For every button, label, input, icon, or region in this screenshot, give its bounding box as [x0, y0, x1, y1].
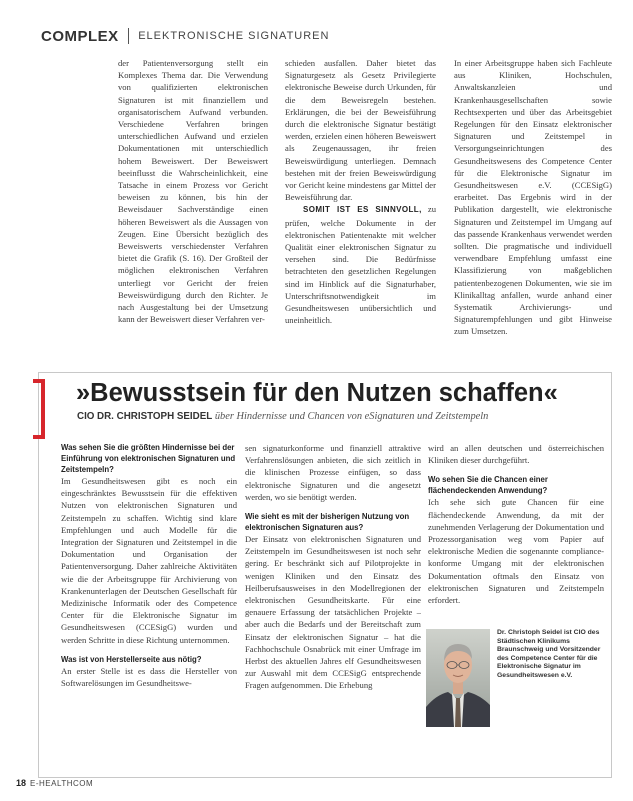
article-column-1: [118, 57, 268, 357]
interview-question: Wie sieht es mit der bisherigen Nutzung von elektronischen Signaturen aus?: [245, 512, 410, 533]
interview-answer: An erster Stelle ist es dass die Hersteller von Softwarelösungen im Gesundheitswe-: [61, 665, 237, 689]
article-paragraph: schieden ausfallen. Daher bietet das Signaturgesetz als Gesetz Privilegierte elektronische Beweise durch Urkunden, für die dem Beweisregeln bestehen. Erklärungen, die bei der Beweisführung durch die elektronische Signatur bestätigt werden, erzielen einen höheren Beweiswert als Zeugenaussagen, ihr freien Beweiswürdigung unterliegen. Demnach bestehen mit der freien Beweiswürdigung vor Gericht keine mindestens gar Mittel der Beweisführung dar.: [285, 58, 436, 203]
section-header: [41, 24, 329, 48]
article-paragraph: SOMIT IST ES SINNVOLL, zu prüfen, welche Dokumente in der elektronischen Patientenakte mit welcher Qualität einer elektronischen Signatur zu versehen sind. Die Bedürfnisse betrachteten den gesetzlichen Regelungen sind im Hinblick auf die Signaturhaber, Unterschriftsnotwendigkeit im Gesundheitswesen unübersichtlich und uneinheitlich.: [285, 204, 436, 326]
article-column-3: [454, 57, 612, 357]
magazine-name: E-HEALTHCOM: [30, 779, 94, 788]
header-divider: [128, 28, 130, 44]
interview-column-1: [61, 442, 237, 774]
article-column-2: [285, 57, 436, 357]
interview-answer: Der Einsatz von elektronischen Signaturen und Zeitstempeln im Gesundheitswesen ist noch sehr gering. Er beschränkt sich auf Pilotprojekte in wenigen Kliniken und den Einsatz des Heilberufsausweises in den Modellregionen der elektronischen Gesundheitskarte. Für eine genauere Erfassung der tatsächlichen Projekte – aber auch die Bedarfs und der Bereitschaft zum Einsatz der elektronischen Signatur – hat die Fachhochschule Osnabrück mit einer Umfrage im Herbst des aktuellen Jahres elf Gesundheitswesen zur Auswahl mit dem CCESigG entsprechende Fragen aufgenommen. Die Erhebung: [245, 534, 421, 691]
page-footer: [16, 778, 93, 788]
interview-column-2: [245, 442, 421, 774]
paragraph-lead-in: SOMIT IST ES SINNVOLL,: [303, 205, 422, 215]
article-paragraph: In einer Arbeitsgruppe haben sich Fachleute aus Kliniken, Hochschulen, Anwaltskanzleien und Krankenhausgesellschaften sowie Rechtsexperten und über das Arbeitsgebiet Regelungen für den Einsatz elektronischer Signaturen und Zeitstempel in Versorgungseinrichtungen des Gesundheitswesens des Competence Center für die Elektronische Signatur im Gesundheitswesen e.V. (CCESigG) erarbeitet. Das Ergebnis wird in der Publikation dargestellt, wie elektronische Signaturen und Zeitstempel im Umgang auf das passende Krankenhaus verwendet werden sollten. Die pragmatische und individuell verwendbare Empfehlung umfasst eine Klassifizierung von maßgeblichen patientenbezogenen Dokumenten, wie sie im Klinikalltag anfallen, wurde anhand einer Systematik Archivierungs- und Signaturempfehlungen und gibt Hinweise zum Umsetzen.: [454, 58, 612, 337]
interview-question: Wo sehen Sie die Chancen einer flächendeckenden Anwendung?: [428, 475, 548, 496]
interview-question: Was sehen Sie die größten Hindernisse bei der Einführung von elektronischen Signaturen und Zeitstempeln?: [61, 443, 236, 474]
interview-answer: Ich sehe sich gute Chancen für eine flächendeckende Anwendung, da mit der zunehmenden Verlagerung der Dokumentation und Prozessorganisation weg vom Papier auf elektronische Medien die sogenannte compliance-konforme Umgang mit der elektronischen Dokumentation oftmals den Einsatz von elektronischen Signaturen und Zeitstempeln erfordert.: [428, 497, 604, 606]
article-paragraph: der Patientenversorgung stellt ein Komplexes Thema dar. Die Verwendung von qualifizierten elektronischen Signaturen ist mit finanziellem und organisatorischem Aufwand verbunden. Verschiedene Verfahren bringen unterschiedlichen Aufwand und erzielen Dokumentationen mit unterschiedlich hohem Beweiswert. Der Beweiswert beeinflusst die Wahrscheinlichkeit, eine Tatsache in einem Prozess vor Gericht beweisen zu können, bis hin der Beweisdauer Sachverständige einen höheren Beweiswert als die Aussagen von Zeugen. Eine Übersicht bezüglich des Beweiswerts verschiedenster Verfahren bietet die Grafik (S. 16). Der Großteil der möglichen elektronischen Verfahren unterliegt vor Gericht der freien Beweiswürdigung durch den Richter. Je nach Ausgestaltung bei der Umsetzung kann der Beweiswert dieser Verfahren ver-: [118, 58, 268, 325]
interview-answer: Im Gesundheitswesen gibt es noch ein eingeschränktes Bewusstsein für die effektiven Nutzen von elektronischen Signaturen und Zeitstempeln zu schaffen. Wichtig sind klare Empfehlungen und auch Modelle für die Integration der Signaturen und Zeitstempel in die Dokumentation und Organisation der Patientenversorgung. Daher zahlreiche Aktivitäten wie die der Arbeitsgruppe für Archivierung von Krankenunterlagen der Deutschen Gesellschaft für Medizinische Informatik oder des Competence Center für die Elektronische Signatur im Gesundheitswesen (CCESigG) wurden und werden Schritte in diese Richtung unternommen.: [61, 476, 237, 645]
accent-bracket: [33, 379, 45, 439]
portrait-photo: [426, 629, 490, 727]
interview-answer: sen signaturkonforme und finanziell attraktive Verfahrenslösungen anbieten, die sich zeitlich in die klinischen Prozesse einfügen, so dass elektronische Signaturen und die angesetzt werden, wo sie benötigt werden.: [245, 443, 421, 502]
interview-headline: »Bewusstsein für den Nutzen schaffen«: [76, 379, 558, 407]
interview-question: Was ist von Herstellerseite aus nötig?: [61, 654, 202, 664]
page-number: 18: [16, 778, 27, 788]
subhead-name: DR. CHRISTOPH SEIDEL: [97, 411, 213, 422]
interview-answer: wird an allen deutschen und österreichischen Kliniken dieser durchgeführt.: [428, 443, 604, 466]
subhead-role: CIO: [77, 411, 95, 422]
section-subtitle: ELEKTRONISCHE SIGNATUREN: [138, 30, 330, 42]
section-title: COMPLEX: [41, 27, 119, 45]
interview-subhead: [77, 411, 607, 422]
photo-caption: Dr. Christoph Seidel ist CIO des Städtischen Klinikums Braunschweig und Vorsitzender des Competence Center für die Elektronische Signatur im Gesundheitswesen e.V.: [497, 629, 601, 679]
subhead-topic: über Hindernisse und Chancen von eSignaturen und Zeitstempeln: [214, 411, 489, 422]
interview-column-3: [428, 442, 604, 624]
